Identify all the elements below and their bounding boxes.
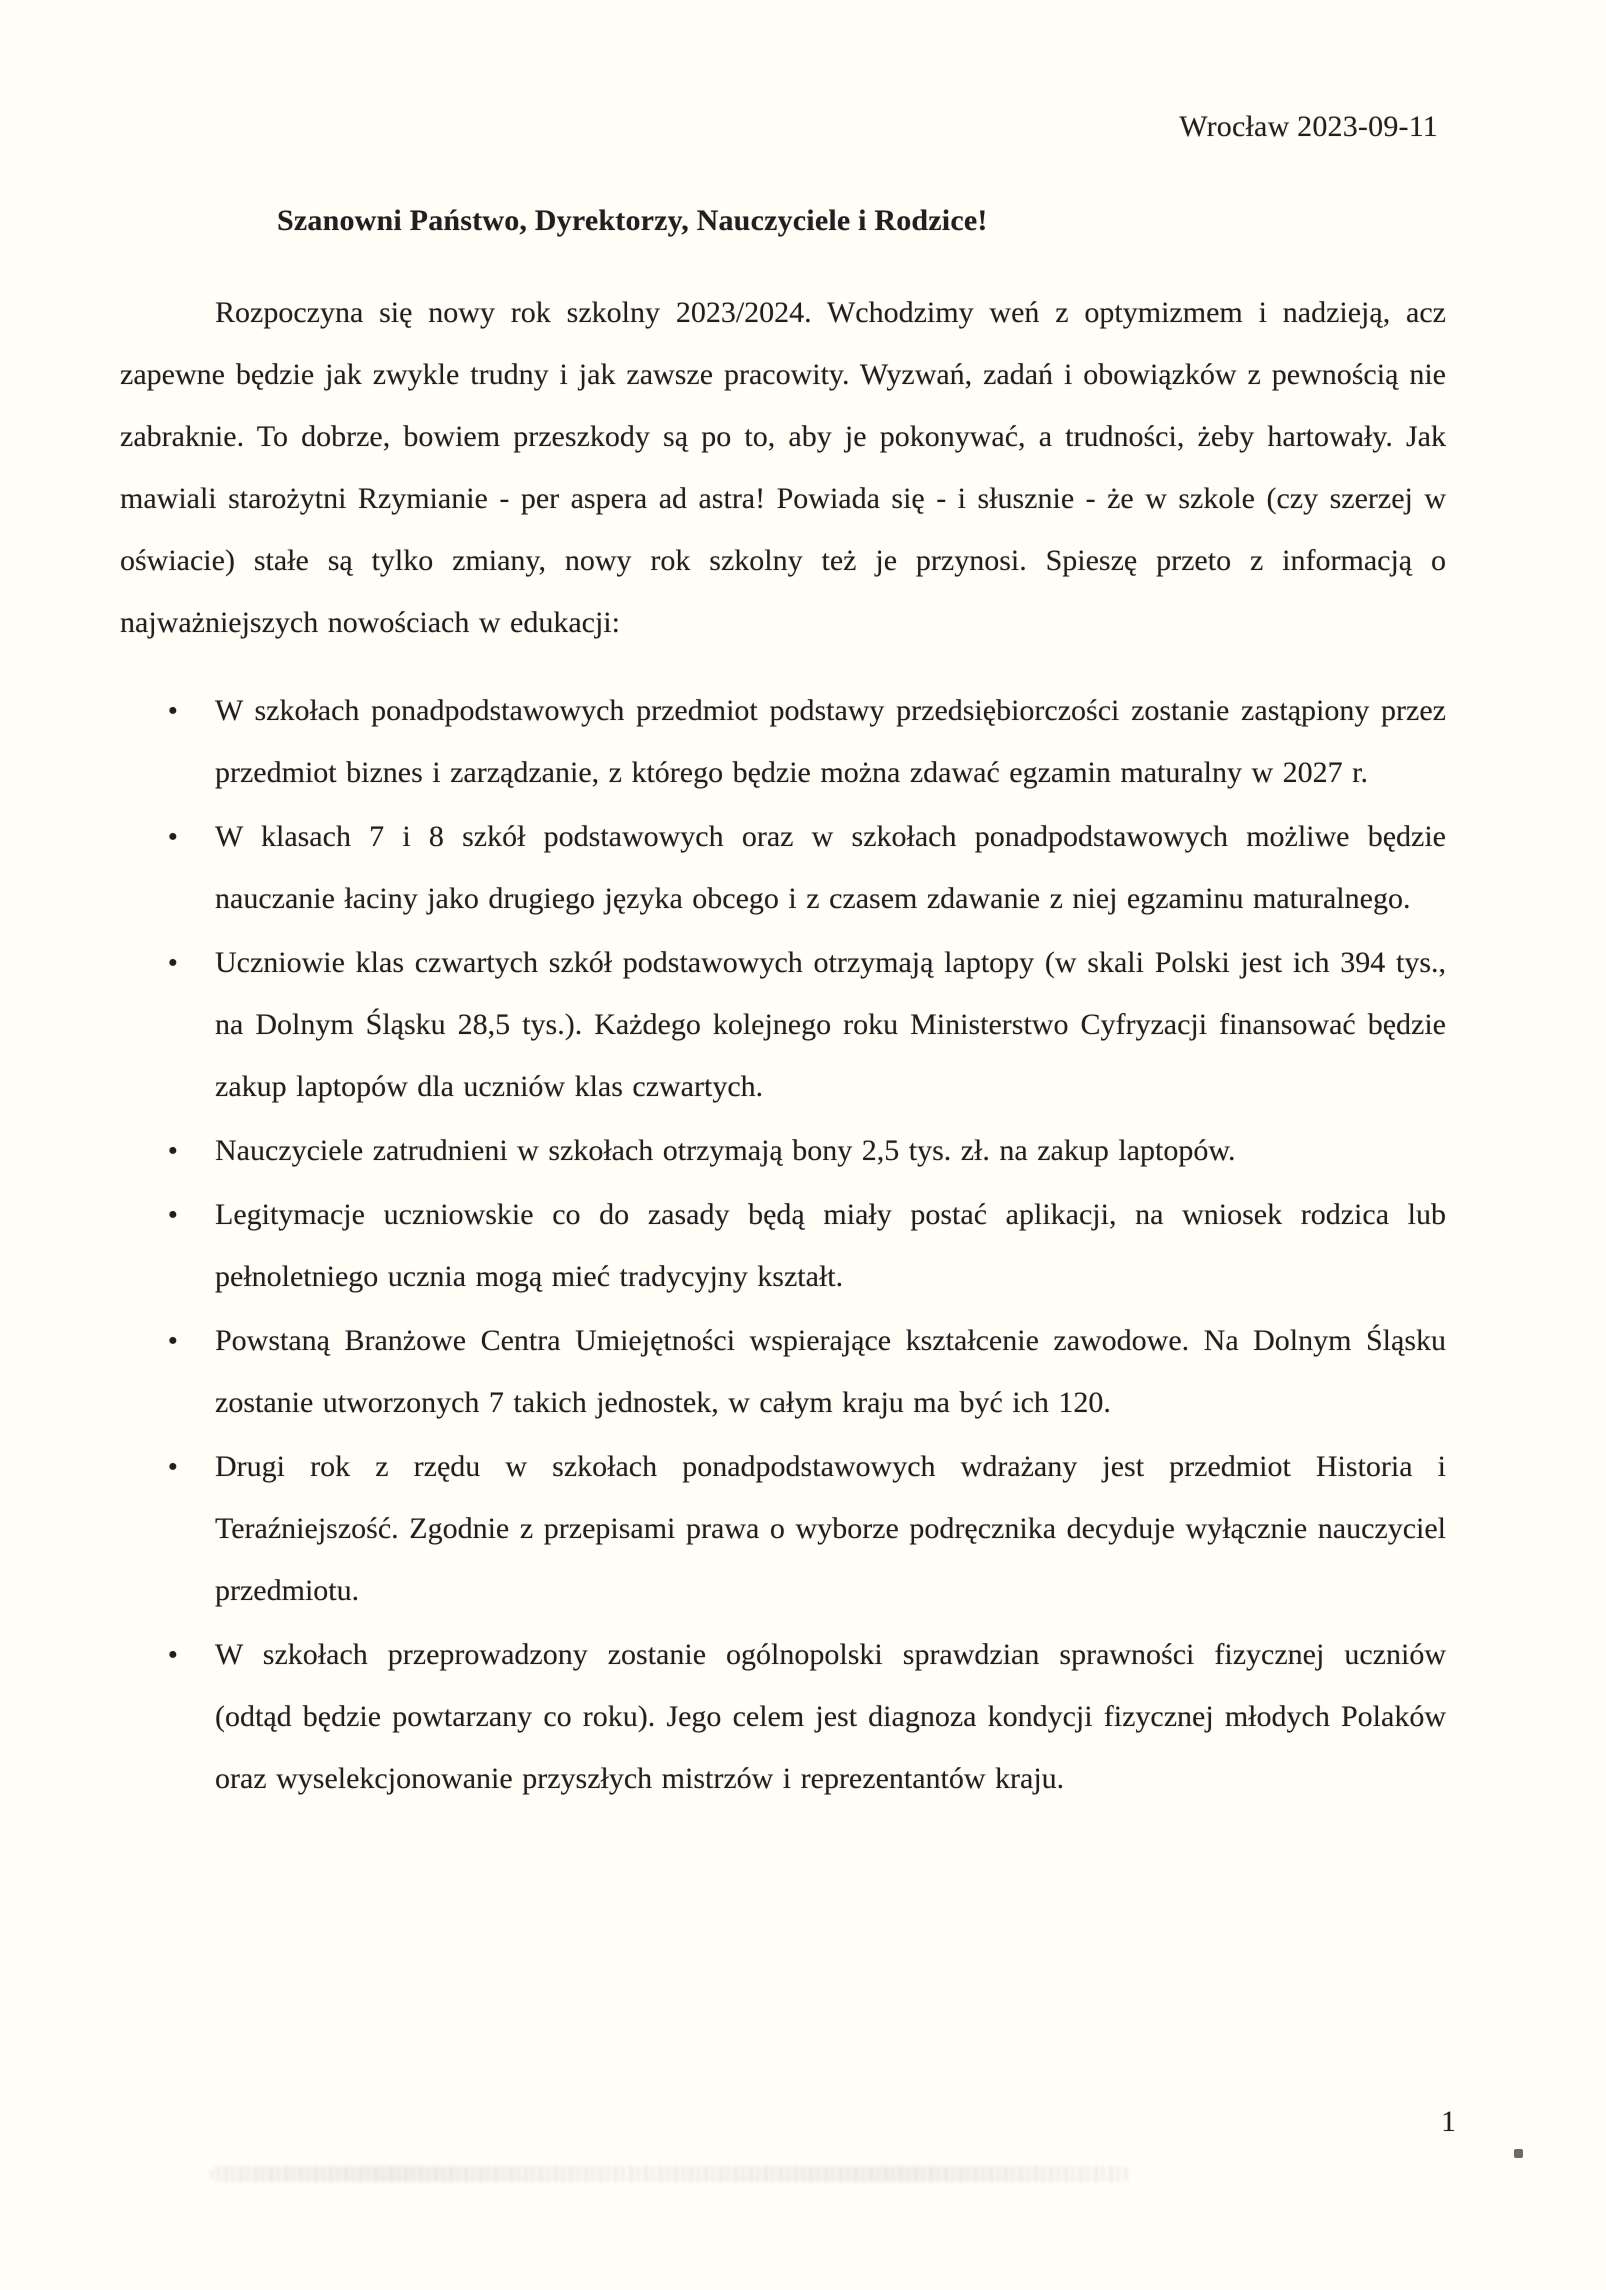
list-item: ● Legitymacje uczniowskie co do zasady będą miały postać aplikacji, na wniosek rodzica lub pełnoletniego ucznia mogą mieć tradycyjny kształt.: [120, 1184, 1446, 1308]
education-news-list: [120, 680, 1446, 1810]
list-item: ● W szkołach ponadpodstawowych przedmiot podstawy przedsiębiorczości zostanie zastąpiony przez przedmiot biznes i zarządzanie, z którego będzie można zdawać egzamin maturalny w 2027 r.: [120, 680, 1446, 804]
page-number: 1: [1441, 2105, 1456, 2138]
list-item: ● W klasach 7 i 8 szkół podstawowych oraz w szkołach ponadpodstawowych możliwe będzie nauczanie łaciny jako drugiego języka obcego i z czasem zdawanie z niej egzaminu maturalnego.: [120, 806, 1446, 930]
list-item: ● Powstaną Branżowe Centra Umiejętności wspierające kształcenie zawodowe. Na Dolnym Śląsku zostanie utworzonych 7 takich jednostek, w całym kraju ma być ich 120.: [120, 1310, 1446, 1434]
list-item: ● Drugi rok z rzędu w szkołach ponadpodstawowych wdrażany jest przedmiot Historia i Teraźniejszość. Zgodnie z przepisami prawa o wyborze podręcznika decyduje wyłącznie nauczyciel przedmiotu.: [120, 1436, 1446, 1622]
salutation-heading: Szanowni Państwo, Dyrektorzy, Nauczyciele i Rodzice!: [277, 204, 988, 237]
list-item: ● Nauczyciele zatrudnieni w szkołach otrzymają bony 2,5 tys. zł. na zakup laptopów.: [120, 1120, 1446, 1182]
intro-paragraph: Rozpoczyna się nowy rok szkolny 2023/2024. Wchodzimy weń z optymizmem i nadzieją, acz zapewne będzie jak zwykle trudny i jak zawsze pracowity. Wyzwań, zadań i obowiązków z pewnością nie zabraknie. To dobrze, bowiem przeszkody są po to, aby je pokonywać, a trudności, żeby hartowały. Jak mawiali starożytni Rzymianie - per aspera ad astra! Powiada się - i słusznie - że w szkole (czy szerzej w oświacie) stałe są tylko zmiany, nowy rok szkolny też je przynosi. Spieszę przeto z informacją o najważniejszych nowościach w edukacji:: [120, 296, 1446, 639]
scan-bleed-through-artifact: [210, 2166, 1130, 2182]
city-date-line: Wrocław 2023-09-11: [1179, 110, 1438, 143]
ink-speck-artifact: [1514, 2149, 1523, 2158]
list-item: ● Uczniowie klas czwartych szkół podstawowych otrzymają laptopy (w skali Polski jest ich 394 tys., na Dolnym Śląsku 28,5 tys.). Każdego kolejnego roku Ministerstwo Cyfryzacji finansować będzie zakup laptopów dla uczniów klas czwartych.: [120, 932, 1446, 1118]
list-item: ● W szkołach przeprowadzony zostanie ogólnopolski sprawdzian sprawności fizycznej uczniów (odtąd będzie powtarzany co roku). Jego celem jest diagnoza kondycji fizycznej młodych Polaków oraz wyselekcjonowanie przyszłych mistrzów i reprezentantów kraju.: [120, 1624, 1446, 1810]
